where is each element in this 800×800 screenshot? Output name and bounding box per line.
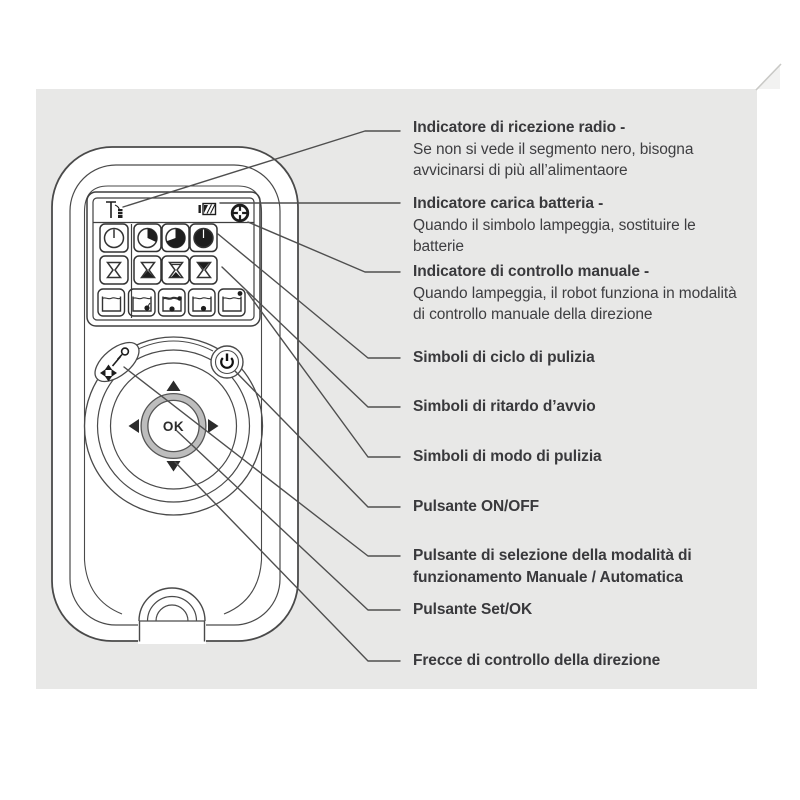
callout-select (413, 545, 743, 588)
callout-mode (413, 446, 757, 468)
callout-radio (413, 117, 723, 182)
power-button[interactable] (211, 346, 243, 378)
callout-title: Pulsante ON/OFF (413, 498, 539, 515)
callout-title: Frecce di controllo della direzione (413, 652, 661, 669)
callout-title: Simboli di ciclo di pulizia (413, 349, 595, 366)
callout-title: Pulsante di selezione della modalità di funzionamento Manuale / Automatica (413, 547, 692, 586)
callout-title: Simboli di modo di pulizia (413, 448, 602, 465)
callout-cycle (413, 347, 757, 369)
callout-battery (413, 193, 725, 258)
ok-button-label: OK (162, 419, 185, 434)
callout-title: Indicatore di ricezione radio - (413, 119, 626, 136)
callout-setok (413, 599, 757, 621)
callout-title: Simboli di ritardo d’avvio (413, 398, 596, 415)
callout-title: Indicatore carica batteria - (413, 195, 604, 212)
callout-manual (413, 261, 749, 326)
callout-arrows (413, 650, 757, 672)
callout-onoff (413, 496, 757, 518)
callout-body: Se non si vede il segmento nero, bisogna avvicinarsi di più all’alimentaore (413, 140, 694, 179)
callout-title: Pulsante Set/OK (413, 601, 533, 618)
callout-title: Indicatore di controllo manuale - (413, 263, 650, 280)
page-corner-fold (756, 64, 781, 90)
callout-body: Quando il simbolo lampeggia, sostituire le batterie (413, 216, 696, 255)
callout-delay (413, 396, 757, 418)
callout-body: Quando lampeggia, il robot funziona in modalità di controllo manuale della direzione (413, 284, 737, 323)
manual-control-target-icon (232, 205, 248, 221)
